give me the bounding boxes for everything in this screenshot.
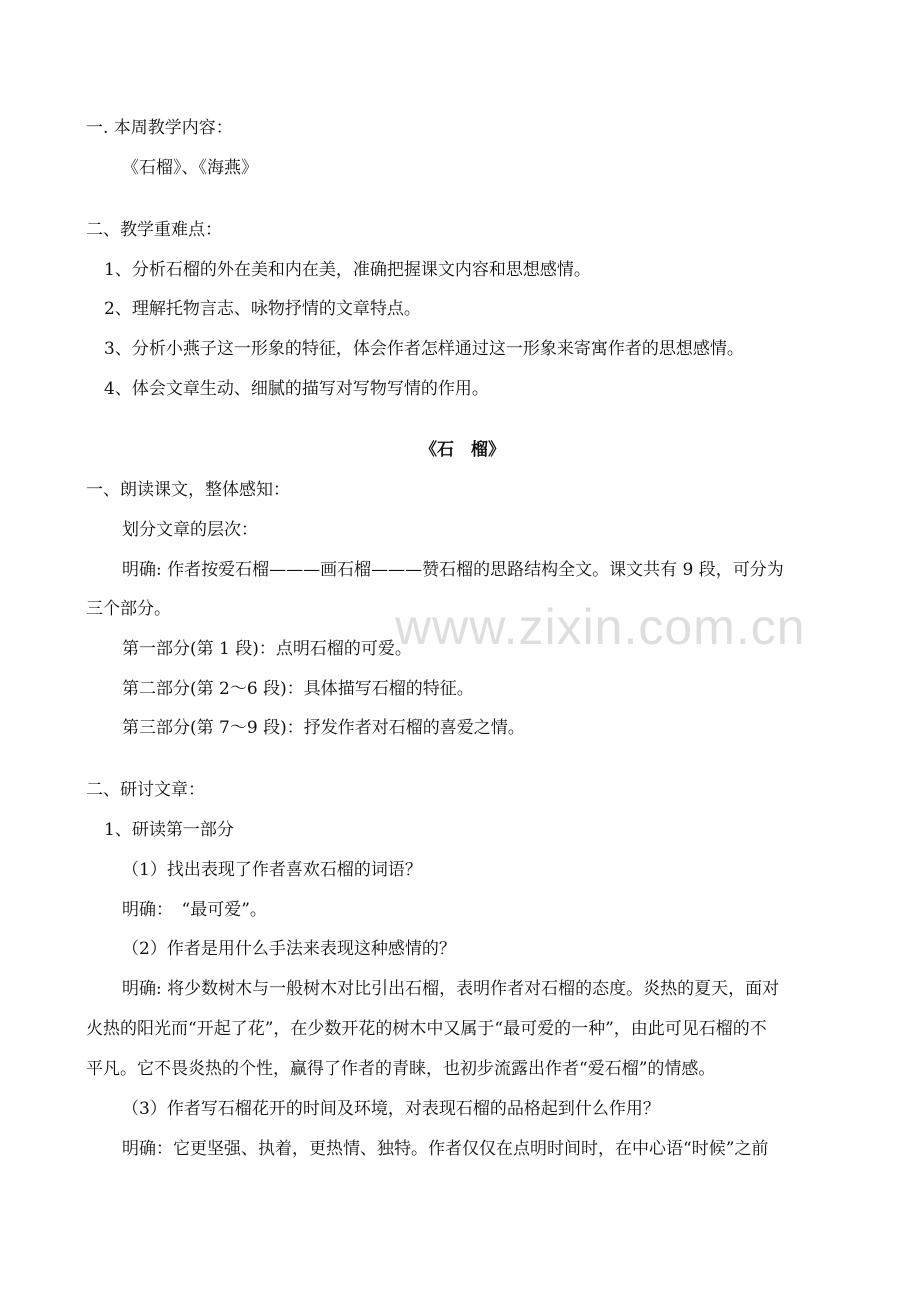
answer-2-line1: 明确: 将少数树木与一般树木对比引出石榴，表明作者对石榴的态度。炎热的夏天，面对: [122, 979, 780, 999]
section1-heading: 一. 本周教学内容：: [86, 118, 233, 138]
question-1: （1）找出表现了作者喜欢石榴的词语？: [122, 860, 422, 880]
list-item: 1、分析石榴的外在美和内在美，准确把握课文内容和思想感情。: [104, 260, 591, 280]
part-item: 第三部分(第 7～9 段)：抒发作者对石榴的喜爱之情。: [122, 718, 525, 738]
part-item: 第二部分(第 2～6 段)：具体描写石榴的特征。: [122, 679, 474, 699]
part1-sub: 划分文章的层次：: [122, 520, 258, 540]
answer-2-line2: 火热的阳光而“开起了花”，在少数开花的树木中又属于“最可爱的一种”，由此可见石榴的不: [86, 1019, 767, 1039]
part1-answer-line2: 三个部分。: [86, 599, 171, 619]
part2-heading: 二、研讨文章：: [86, 780, 205, 800]
part1-heading: 一、朗读课文，整体感知：: [86, 480, 290, 500]
section1-content: 《石榴》、《海燕》: [122, 158, 258, 178]
answer-3: 明确：它更坚强、执着，更热情、独特。作者仅仅在点明时间时，在中心语“时候”之前: [122, 1139, 769, 1159]
list-item: 2、理解托物言志、咏物抒情的文章特点。: [104, 299, 421, 319]
part2-sub: 1、研读第一部分: [104, 820, 234, 840]
section2-heading: 二、教学重难点：: [86, 220, 222, 240]
answer-2-line3: 平凡。它不畏炎热的个性，赢得了作者的青睐，也初步流露出作者“爱石榴”的情感。: [86, 1059, 716, 1079]
question-3: （3）作者写石榴花开的时间及环境，对表现石榴的品格起到什么作用？: [122, 1099, 660, 1119]
answer-1: 明确： “最可爱”。: [122, 900, 267, 920]
question-2: （2）作者是用什么手法来表现这种感情的？: [122, 939, 456, 959]
watermark: www.zixin.com.cn: [395, 599, 806, 655]
lesson-title: 《石 榴》: [420, 440, 505, 460]
part1-answer-line1: 明确: 作者按爱石榴———画石榴———赞石榴的思路结构全文。课文共有 9 段，可分为: [122, 560, 784, 580]
list-item: 4、体会文章生动、细腻的描写对写物写情的作用。: [104, 379, 489, 399]
list-item: 3、分析小燕子这一形象的特征，体会作者怎样通过这一形象来寄寓作者的思想感情。: [104, 339, 744, 359]
part-item: 第一部分(第 1 段)：点明石榴的可爱。: [122, 639, 412, 659]
